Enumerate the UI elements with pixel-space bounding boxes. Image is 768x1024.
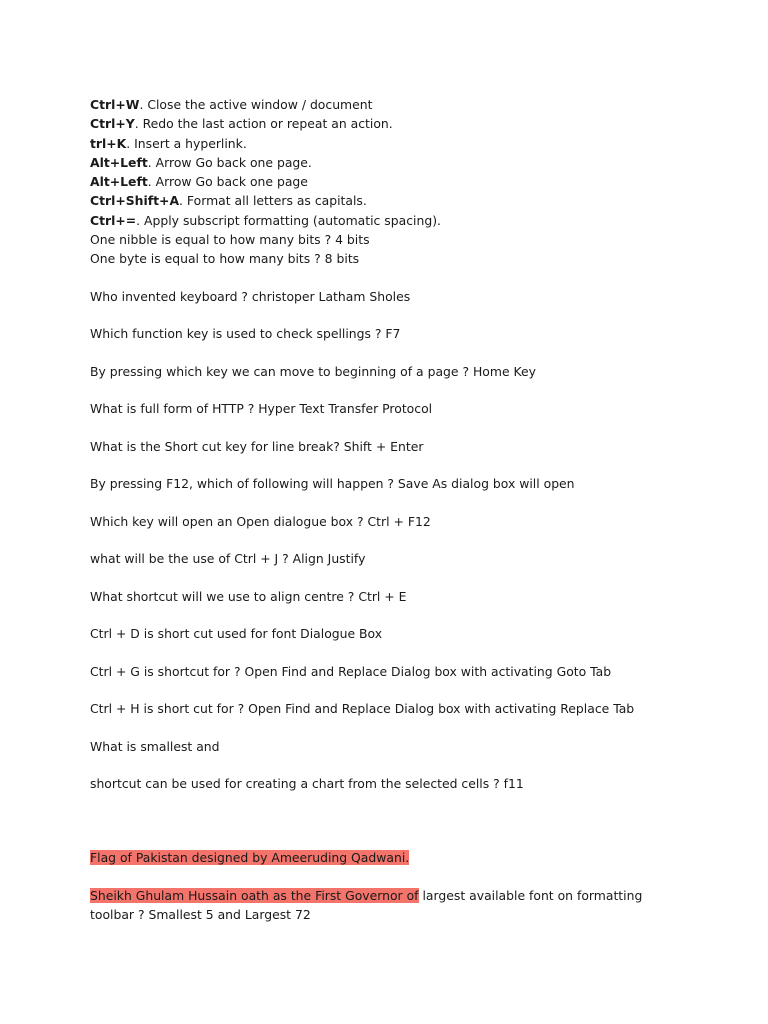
shortcut-line — [90, 211, 710, 230]
shortcut-line — [90, 95, 710, 114]
fact-line: One nibble is equal to how many bits ? 4 bits — [90, 232, 370, 248]
qa-paragraph: Ctrl + D is short cut used for font Dialogue Box — [90, 626, 383, 642]
shortcut-description: . Close the active window / document — [139, 97, 373, 112]
document-page — [90, 95, 710, 924]
shortcut-key: Alt+Left — [90, 154, 148, 170]
qa-paragraph: What shortcut will we use to align centre ? Ctrl + E — [90, 588, 407, 604]
shortcut-key: Ctrl+Y — [90, 116, 135, 132]
qa-paragraph: What is full form of HTTP ? Hyper Text Transfer Protocol — [90, 401, 433, 417]
shortcut-key: Alt+Left — [90, 174, 148, 190]
shortcut-line — [90, 153, 710, 172]
fact-line: One byte is equal to how many bits ? 8 bits — [90, 251, 360, 267]
shortcut-line — [90, 172, 710, 191]
shortcut-key: Ctrl+W — [90, 97, 140, 112]
qa-paragraph: What is smallest and — [90, 738, 220, 754]
shortcut-description: . Redo the last action or repeat an action. — [134, 116, 393, 132]
qa-paragraph: Who invented keyboard ? christoper Latham Sholes — [90, 288, 411, 304]
shortcut-key: Ctrl+= — [90, 212, 137, 228]
mixed-paragraph — [90, 886, 670, 924]
paragraph-text: largest available font on formatting toolbar ? Smallest 5 and Largest 72 — [90, 888, 643, 923]
shortcut-key: Ctrl+Shift+A — [90, 193, 180, 209]
shortcut-list — [90, 95, 710, 269]
qa-paragraph: Which function key is used to check spellings ? F7 — [90, 326, 401, 342]
shortcut-description: . Format all letters as capitals. — [179, 193, 367, 209]
qa-paragraph: Ctrl + H is short cut for ? Open Find and Replace Dialog box with activating Replace Tab — [90, 701, 635, 717]
qa-paragraph: Ctrl + G is shortcut for ? Open Find and Replace Dialog box with activating Goto Tab — [90, 663, 612, 679]
qa-paragraph: shortcut can be used for creating a chart from the selected cells ? f11 — [90, 776, 524, 792]
qa-paragraph: what will be the use of Ctrl + J ? Align Justify — [90, 551, 366, 567]
shortcut-key: trl+K — [90, 135, 127, 151]
shortcut-description: . Arrow Go back one page. — [147, 154, 312, 170]
shortcut-description: . Apply subscript formatting (automatic spacing). — [136, 212, 441, 228]
question-answer-list — [90, 287, 710, 794]
qa-paragraph: By pressing F12, which of following will happen ? Save As dialog box will open — [90, 476, 575, 492]
shortcut-line — [90, 134, 710, 153]
qa-paragraph: Which key will open an Open dialogue box ? Ctrl + F12 — [90, 513, 431, 529]
shortcut-description: . Arrow Go back one page — [147, 174, 308, 190]
qa-paragraph: What is the Short cut key for line break? Shift + Enter — [90, 438, 424, 454]
shortcut-line — [90, 191, 710, 210]
qa-paragraph: By pressing which key we can move to beginning of a page ? Home Key — [90, 363, 536, 379]
highlighted-text: Flag of Pakistan designed by Ameeruding Qadwani. — [90, 850, 410, 866]
shortcut-description: . Insert a hyperlink. — [126, 135, 247, 151]
highlighted-note — [90, 848, 710, 867]
highlighted-text: Sheikh Ghulam Hussain oath as the First Governor of — [90, 888, 419, 904]
shortcut-line — [90, 114, 710, 133]
